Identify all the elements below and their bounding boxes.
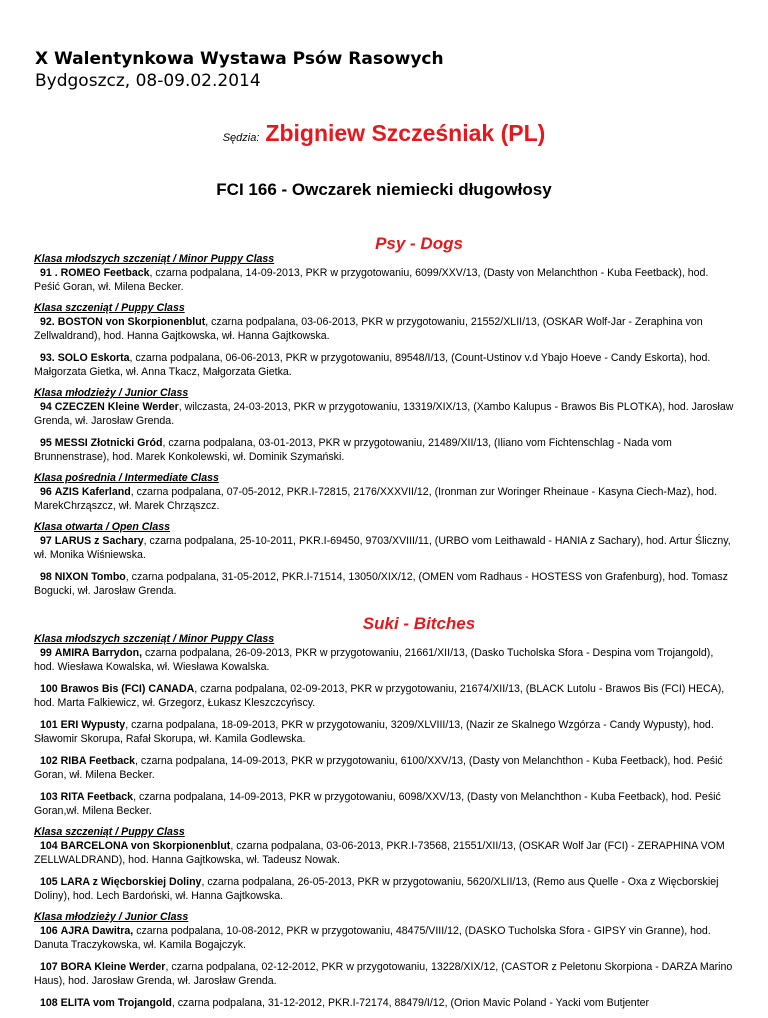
dog-entry (34, 996, 734, 1010)
show-title: X Walentynkowa Wystawa Psów Rasowych (35, 49, 444, 69)
section-heading: Suki - Bitches (362, 614, 476, 633)
dog-entry (34, 682, 734, 710)
dog-entry (34, 646, 734, 674)
catalog-number: 105 (40, 876, 58, 888)
catalog-number: 96 (40, 486, 52, 498)
catalog-number: 102 (40, 755, 58, 767)
dog-details: , czarna podpalana, 07-05-2012, PKR.I-72815, 2176/XXXVII/12, (Ironman zur Woringer Rheinaue - Kasyna Ciech-Maz), hod. MarekChrząszcz, wł. Marek Chrząszcz. (34, 486, 718, 512)
dog-details: , czarna podpalana, 02-12-2012, PKR w przygotowaniu, 13228/XIX/12, (CASTOR z Peletonu Skorpiona - DARZA Marino Haus), hod. Jarosław Grenda, wł. Jarosław Grenda. (34, 961, 733, 987)
dog-details: , czarna podpalana, 25-10-2011, PKR.I-69450, 9703/XVIII/11, (URBO vom Leithawald - HANIA z Sachary), hod. Artur Śliczny, wł. Monika Wiśniewska. (34, 535, 731, 561)
dog-entry (34, 754, 734, 782)
dog-name: AJRA Dawitra, (60, 925, 134, 937)
dog-name: RIBA Feetback (60, 755, 136, 767)
dog-details: , czarna podpalana, 14-09-2013, PKR w przygotowaniu, 6100/XXV/13, (Dasty von Melanchthon - Kuba Feetback), hod. Peśić Goran, wł. Milena Becker. (34, 755, 723, 781)
judge-name: Zbigniew Szcześniak (PL) (265, 120, 546, 146)
dog-entry (34, 570, 734, 598)
dog-name: LARUS z Sachary (54, 535, 144, 547)
catalog-number: 98 (40, 571, 52, 583)
dog-name: MESSI Złotnicki Gród (54, 437, 163, 449)
dog-entry (34, 485, 734, 513)
dog-entry (34, 436, 734, 464)
catalog-number: 101 (40, 719, 58, 731)
class-heading: Klasa młodszych szczeniąt / Minor Puppy Class (34, 253, 275, 265)
class-heading: Klasa otwarta / Open Class (34, 521, 171, 533)
class-heading: Klasa szczeniąt / Puppy Class (34, 302, 185, 314)
dog-details: , wilczasta, 24-03-2013, PKR w przygotowaniu, 13319/XIX/13, (Xambo Kalupus - Brawos Bis PLOTKA), hod. Jarosław Grenda, wł. Jarosław Grenda. (34, 401, 734, 427)
dog-name: BORA Kleine Werder (60, 961, 166, 973)
dog-details: , czarna podpalana, 03-06-2013, PKR.I-73568, 21551/XII/13, (OSKAR Wolf Jar (FCI) - ZERAPHINA VOM ZELLWALDRAND), hod. Hanna Gajtkowska, wł. Tadeusz Nowak. (34, 840, 725, 866)
dog-name: AMIRA Barrydon, (54, 647, 143, 659)
dog-name: ERI Wypusty (60, 719, 126, 731)
catalog-number: 93. (40, 352, 55, 364)
dog-name: BOSTON von Skorpionenblut (57, 316, 206, 328)
catalog-number: 104 (40, 840, 58, 852)
dog-name: RITA Feetback (60, 791, 134, 803)
catalog-number: 92. (40, 316, 55, 328)
dog-name: NIXON Tombo (54, 571, 126, 583)
dog-details: , czarna podpalana, 14-09-2013, PKR w przygotowaniu, 6098/XXV/13, (Dasty von Melanchthon - Kuba Feetback), hod. Peśić Goran,wł. Milena Becker. (34, 791, 721, 817)
dog-details: , czarna podpalana, 26-05-2013, PKR w przygotowaniu, 5620/XLII/13, (Remo aus Quelle - Oxa z Więcborskiej Doliny), hod. Lech Bardoński, wł. Hanna Gajtkowska. (34, 876, 719, 902)
catalog-number: 91 . (40, 267, 58, 279)
catalog-number: 100 (40, 683, 58, 695)
catalog-number: 107 (40, 961, 58, 973)
dog-details: , czarna podpalana, 02-09-2013, PKR w przygotowaniu, 21674/XII/13, (BLACK Lutolu - Brawos Bis (FCI) HECA), hod. Marta Falkiewicz, wł. Grzegorz, Łukasz Kleszczcyńscy. (34, 683, 725, 709)
dog-entry (34, 790, 734, 818)
catalog-number: 106 (40, 925, 58, 937)
dog-entry (34, 924, 734, 952)
dog-name: ELITA vom Trojangold (60, 997, 172, 1009)
dog-name: CZECZEN Kleine Werder (54, 401, 179, 413)
dog-entry (34, 315, 734, 343)
dog-entry (34, 960, 734, 988)
class-heading: Klasa młodzieży / Junior Class (34, 911, 189, 923)
dog-details: , czarna podpalana, 06-06-2013, PKR w przygotowaniu, 89548/I/13, (Count-Ustinov v.d Ybajo Hoeve - Candy Eskorta), hod. Małgorzata Gietka, wł. Anna Tkacz, Małgorzata Gietka. (34, 352, 711, 378)
dog-entry (34, 839, 734, 867)
dog-name: SOLO Eskorta (57, 352, 130, 364)
judge-label: Sędzia: (222, 132, 260, 144)
class-heading: Klasa szczeniąt / Puppy Class (34, 826, 185, 838)
catalog-number: 95 (40, 437, 52, 449)
class-heading: Klasa młodzieży / Junior Class (34, 387, 189, 399)
catalog-number: 103 (40, 791, 58, 803)
dog-name: LARA z Więcborskiej Doliny (60, 876, 202, 888)
dog-entry (34, 266, 734, 294)
dog-entry (34, 351, 734, 379)
dog-name: ROMEO Feetback (60, 267, 150, 279)
dog-name: BARCELONA von Skorpionenblut (60, 840, 231, 852)
class-heading: Klasa pośrednia / Intermediate Class (34, 472, 219, 484)
class-heading: Klasa młodszych szczeniąt / Minor Puppy Class (34, 633, 275, 645)
dog-details: , czarna podpalana, 31-12-2012, PKR.I-72174, 88479/I/12, (Orion Mavic Poland - Yacki vom Butjenter (171, 997, 650, 1009)
dog-name: AZIS Kaferland (54, 486, 131, 498)
dog-entry (34, 400, 734, 428)
catalog-number: 94 (40, 401, 52, 413)
dog-entry (34, 718, 734, 746)
breed-title: FCI 166 - Owczarek niemiecki długowłosy (216, 180, 552, 199)
catalog-number: 99 (40, 647, 52, 659)
dog-details: , czarna podpalana, 03-01-2013, PKR w przygotowaniu, 21489/XII/13, (Iliano vom Fichtenschlag - Nada vom Brunnenstrase), hod. Marek Konkolewski, wł. Dominik Szymański. (34, 437, 672, 463)
dog-details: czarna podpalana, 10-08-2012, PKR w przygotowaniu, 48475/VIII/12, (DASKO Tucholska Sfora - GIPSY vin Granne), hod. Danuta Traczykowska, wł. Kamila Bogajczyk. (34, 925, 711, 951)
dog-details: , czarna podpalana, 31-05-2012, PKR.I-71514, 13050/XIX/12, (OMEN vom Radhaus - HOSTESS von Grafenburg), hod. Tomasz Bogucki, wł. Jarosław Grenda. (34, 571, 728, 597)
show-subtitle: Bydgoszcz, 08-09.02.2014 (35, 71, 261, 91)
section-heading: Psy - Dogs (375, 234, 463, 253)
dog-details: czarna podpalana, 26-09-2013, PKR w przygotowaniu, 21661/XII/13, (Dasko Tucholska Sfora - Despina vom Trojangold), hod. Wiesława Kowalska, wł. Wiesława Kowalska. (34, 647, 714, 673)
show-header (35, 48, 444, 92)
entries-content (34, 233, 734, 1018)
dog-name: Brawos Bis (FCI) CANADA (60, 683, 195, 695)
dog-details: , czarna podpalana, 14-09-2013, PKR w przygotowaniu, 6099/XXV/13, (Dasty von Melanchthon - Kuba Feetback), hod. Peśić Goran, wł. Milena Becker. (34, 267, 709, 293)
dog-entry (34, 875, 734, 903)
judge-line (0, 120, 768, 147)
catalog-number: 108 (40, 997, 58, 1009)
dog-details: , czarna podpalana, 03-06-2013, PKR w przygotowaniu, 21552/XLII/13, (OSKAR Wolf-Jar - Zeraphina von Zellwaldrand), hod. Hanna Gajtkowska, wł. Hanna Gajtkowska. (34, 316, 703, 342)
dog-entry (34, 534, 734, 562)
dog-details: , czarna podpalana, 18-09-2013, PKR w przygotowaniu, 3209/XLVIII/13, (Nazir ze Skalnego Wzgórza - Candy Wypusty), hod. Sławomir Skorupa, Rafał Skorupa, wł. Kamila Godlewska. (34, 719, 714, 745)
catalog-number: 97 (40, 535, 52, 547)
